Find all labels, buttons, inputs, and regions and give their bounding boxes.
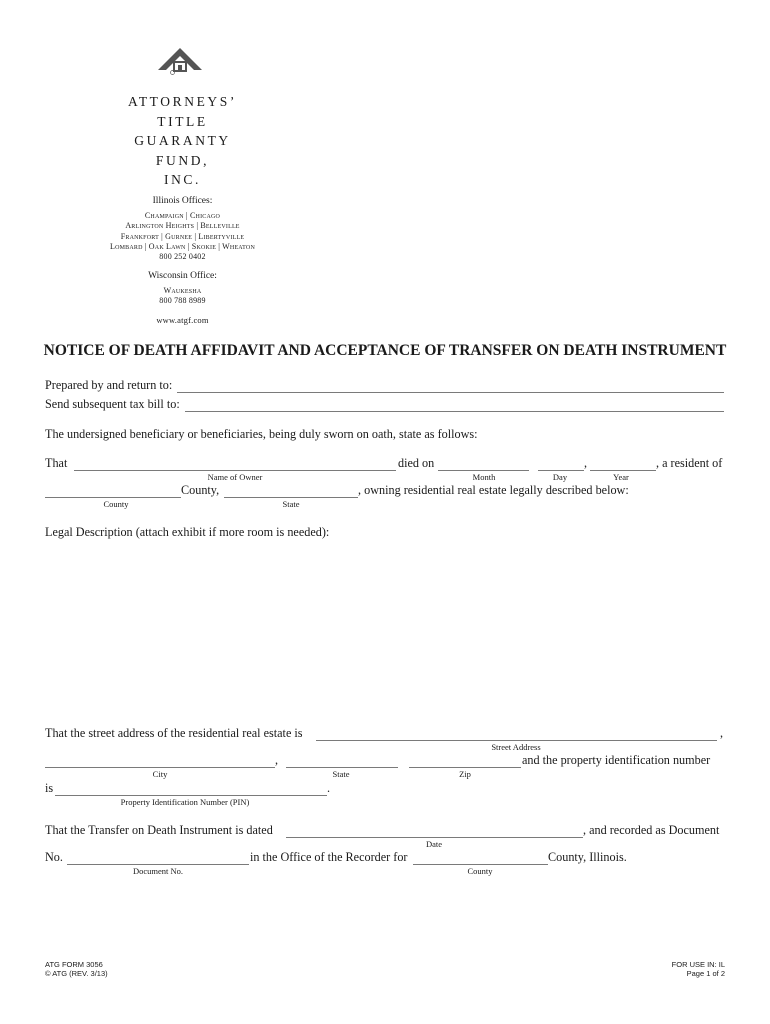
intro-text: The undersigned beneficiary or beneficiaries, being duly sworn on oath, state as follows: xyxy=(45,427,478,441)
that-label: That xyxy=(45,456,68,470)
illinois-offices-header: Illinois Offices: xyxy=(152,196,213,206)
no-label: No. xyxy=(45,850,63,864)
company-name xyxy=(0,92,365,190)
month-caption: Month xyxy=(472,472,496,482)
street-comma: , xyxy=(720,726,724,740)
legal-description-area[interactable] xyxy=(45,545,725,715)
street-address-caption: Street Address xyxy=(491,742,541,752)
street-address-field[interactable] xyxy=(316,740,717,741)
illinois-offices-list xyxy=(0,211,365,262)
company-name-line: ATTORNEYS’ xyxy=(127,94,237,109)
zip-caption: Zip xyxy=(459,769,471,779)
tod-dated-label: That the Transfer on Death Instrument is dated xyxy=(45,823,273,837)
owner-name-field[interactable] xyxy=(74,470,396,471)
pin-period: . xyxy=(327,781,331,795)
company-name-line: FUND, xyxy=(155,152,210,168)
page-number: Page 1 of 2 xyxy=(686,969,725,978)
footer-left xyxy=(45,960,108,978)
prepared-by-label: Prepared by and return to: xyxy=(45,378,173,392)
comma-text: , xyxy=(584,456,588,470)
county-text: County, xyxy=(181,483,220,497)
company-name-line: TITLE xyxy=(157,113,208,129)
wisconsin-office-header: Wisconsin Office: xyxy=(148,271,217,281)
recorder-county-field[interactable] xyxy=(413,864,548,865)
death-day-field[interactable] xyxy=(538,470,584,471)
state-caption: State xyxy=(282,499,300,509)
city-field[interactable] xyxy=(45,767,275,768)
pin-field[interactable] xyxy=(55,795,327,796)
zip-field[interactable] xyxy=(409,767,521,768)
state-caption: State xyxy=(332,769,350,779)
tod-date-field[interactable] xyxy=(286,837,583,838)
owning-text: , owning residential real estate legally described below: xyxy=(358,483,629,497)
county-caption: County xyxy=(103,499,129,509)
county-illinois-text: County, Illinois. xyxy=(548,850,627,864)
office-line: Lombard | Oak Lawn | Skokie | Wheaton xyxy=(109,241,255,251)
resident-of-label: , a resident of xyxy=(656,456,723,470)
street-address-intro: That the street address of the residential real estate is xyxy=(45,726,303,740)
company-name-line: GUARANTY xyxy=(134,133,231,148)
pin-caption: Property Identification Number (PIN) xyxy=(120,797,250,807)
day-caption: Day xyxy=(552,472,568,482)
prepared-by-field[interactable] xyxy=(177,392,724,393)
recorded-as-text: , and recorded as Document xyxy=(583,823,720,837)
office-phone: 800 788 8989 xyxy=(159,296,206,306)
resident-state-field[interactable] xyxy=(224,497,358,498)
document-no-caption: Document No. xyxy=(132,866,184,876)
pin-intro: and the property identification number xyxy=(522,753,711,767)
resident-county-field[interactable] xyxy=(45,497,181,498)
county-caption: County xyxy=(467,866,493,876)
wisconsin-office-list xyxy=(0,286,365,307)
form-title: NOTICE OF DEATH AFFIDAVIT AND ACCEPTANCE OF TRANSFER ON DEATH INSTRUMENT xyxy=(43,342,727,359)
footer-right xyxy=(672,960,725,978)
tax-bill-label: Send subsequent tax bill to: xyxy=(45,397,180,411)
city-caption: City xyxy=(152,769,168,779)
company-logo-icon xyxy=(155,46,205,76)
name-of-owner-caption: Name of Owner xyxy=(207,472,263,482)
death-month-field[interactable] xyxy=(438,470,529,471)
death-year-field[interactable] xyxy=(590,470,656,471)
for-use-in: FOR USE IN: IL xyxy=(671,960,725,969)
in-office-text: in the Office of the Recorder for xyxy=(250,850,408,864)
office-phone: 800 252 0402 xyxy=(159,252,206,262)
date-caption: Date xyxy=(425,839,443,849)
year-caption: Year xyxy=(613,472,629,482)
office-line: Arlington Heights | Belleville xyxy=(125,221,240,231)
is-label: is xyxy=(45,781,54,795)
office-line: Waukesha xyxy=(163,286,202,295)
company-name-line: INC. xyxy=(163,172,202,187)
died-on-label: died on xyxy=(398,456,435,470)
form-number: ATG FORM 3056 xyxy=(45,960,103,969)
tax-bill-field[interactable] xyxy=(185,411,724,412)
office-line: Champaign | Chicago xyxy=(144,211,221,220)
website-link[interactable]: www.atgf.com xyxy=(156,315,209,325)
document-no-field[interactable] xyxy=(67,864,249,865)
office-line: Frankfort | Gurnee | Libertyville xyxy=(120,231,245,241)
state-field[interactable] xyxy=(286,767,398,768)
city-comma: , xyxy=(275,753,279,767)
form-revision: © ATG (REV. 3/13) xyxy=(45,969,108,978)
legal-description-label: Legal Description (attach exhibit if more room is needed): xyxy=(45,525,330,539)
